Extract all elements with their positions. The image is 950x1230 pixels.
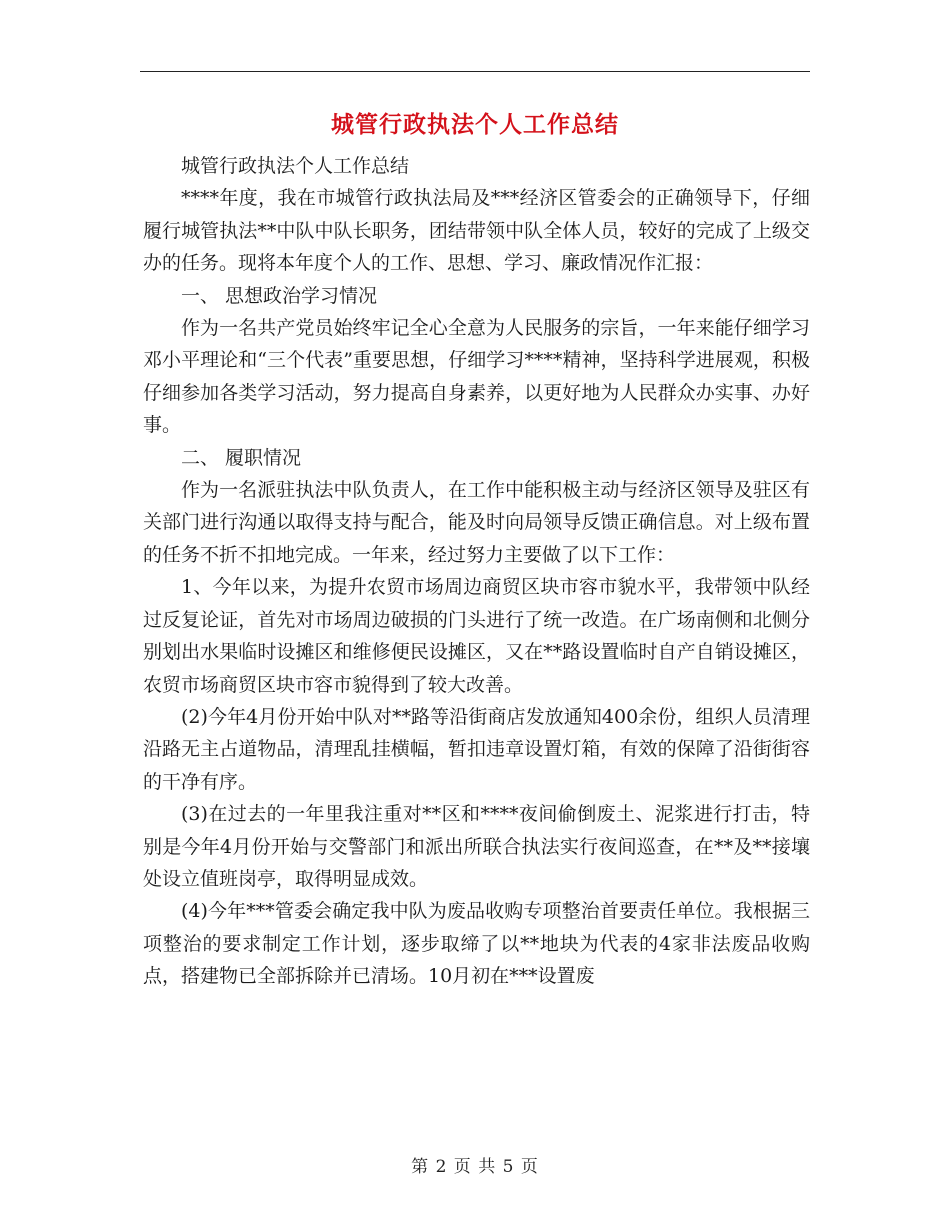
paragraph-section-1: 作为一名共产党员始终牢记全心全意为人民服务的宗旨，一年来能仔细学习邓小平理论和“三个代表”重要思想，仔细学习****精神，坚持科学进展观，积极仔细参加各类学习活动，努力提高自身素养，以更好地为人民群众办实事、办好事。	[143, 317, 810, 437]
section-heading-1: 一、 思想政治学习情况	[181, 284, 378, 307]
paragraph-subtitle: 城管行政执法个人工作总结	[181, 155, 410, 177]
paragraph-item-4: (4)今年***管委会确定我中队为废品收购专项整治首要责任单位。我根据三项整治的要求制定工作计划，逐步取缔了以**地块为代表的4家非法废品收购点，搭建物已全部拆除并已清场。10月初在***设置废	[143, 900, 810, 988]
document-body	[143, 150, 810, 993]
header-rule	[140, 71, 810, 72]
paragraph-intro: ****年度，我在市城管行政执法局及***经济区管委会的正确领导下，仔细履行城管执法**中队中队长职务，团结带领中队全体人员，较好的完成了上级交办的任务。现将本年度个人的工作、思想、学习、廉政情况作汇报：	[143, 187, 810, 275]
page-number: 第 2 页 共 5 页	[411, 1157, 539, 1177]
paragraph-item-3: (3)在过去的一年里我注重对**区和****夜间偷倒废土、泥浆进行打击，特别是今年4月份开始与交警部门和派出所联合执法实行夜间巡查，在**及**接壤处设立值班岗亭，取得明显成效。	[143, 803, 810, 890]
document-title: 城管行政执法个人工作总结	[331, 111, 619, 138]
paragraph-item-2: (2)今年4月份开始中队对**路等沿街商店发放通知400余份，组织人员清理沿路无主占道物品，清理乱挂横幅，暂扣违章设置灯箱，有效的保障了沿街街容的干净有序。	[143, 705, 810, 793]
section-heading-2: 二、 履职情况	[181, 446, 302, 469]
paragraph-section-2: 作为一名派驻执法中队负责人，在工作中能积极主动与经济区领导及驻区有关部门进行沟通以取得支持与配合，能及时向局领导反馈正确信息。对上级布置的任务不折不扣地完成。一年来，经过努力主要做了以下工作：	[143, 479, 810, 566]
paragraph-item-1: 1、今年以来，为提升农贸市场周边商贸区块市容市貌水平，我带领中队经过反复论证，首先对市场周边破损的门头进行了统一改造。在广场南侧和北侧分别划出水果临时设摊区和维修便民设摊区，又在**路设置临时自产自销设摊区，农贸市场商贸区块市容市貌得到了较大改善。	[143, 576, 810, 696]
